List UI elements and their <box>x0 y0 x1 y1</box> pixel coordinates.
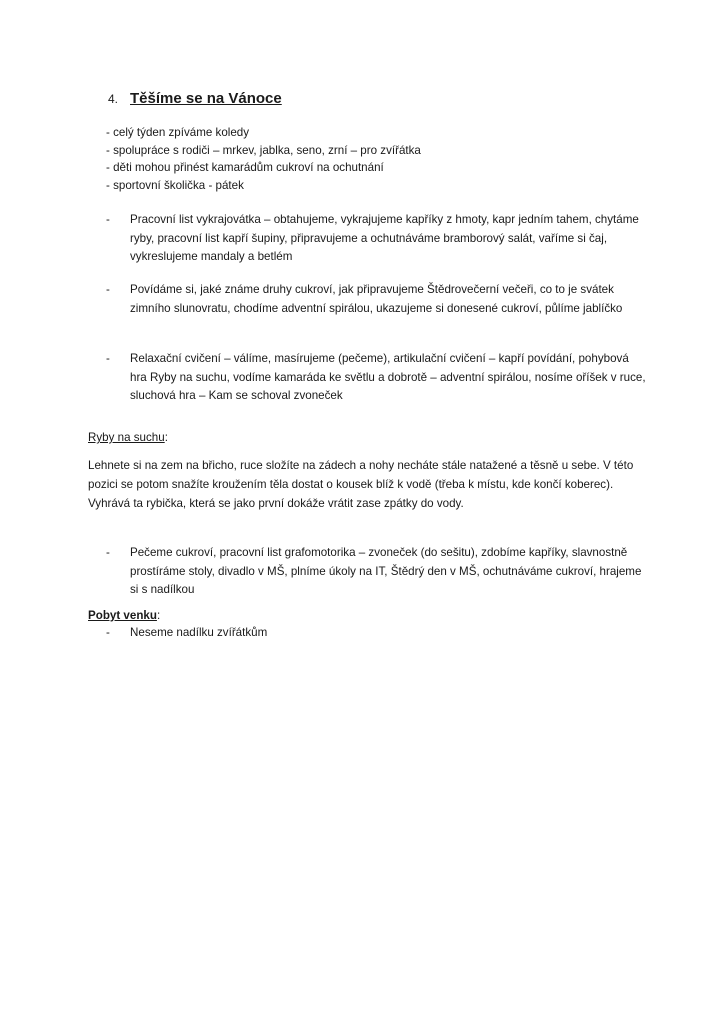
pobyt-item <box>106 624 267 641</box>
list-item: - sportovní školička - pátek <box>106 178 244 192</box>
activity-text: Povídáme si, jaké známe druhy cukroví, jak připravujeme Štědrovečerní večeři, co to je svátek zimního slunovratu, chodíme adventní spirálou, ukazujeme si donesené cukroví, půlíme jablíčko <box>130 283 623 315</box>
dash-marker: - <box>106 283 110 296</box>
list-item: - celý týden zpíváme koledy <box>106 126 250 139</box>
activity-item <box>106 544 646 600</box>
pobyt-colon: : <box>156 609 161 622</box>
activity-item <box>106 281 646 318</box>
ryby-heading <box>88 429 168 446</box>
activity-item <box>106 350 646 406</box>
dash-marker: - <box>106 546 110 559</box>
dash-marker: - <box>106 626 110 639</box>
list-item: - děti mohou přinést kamarádům cukroví na ochutnání <box>106 161 384 174</box>
list-item: - spolupráce s rodiči – mrkev, jablka, seno, zrní – pro zvířátka <box>106 143 421 157</box>
pobyt-heading <box>88 607 160 624</box>
dash-marker: - <box>106 213 110 226</box>
ryby-paragraph: Lehnete si na zem na břicho, ruce složíte na zádech a nohy necháte stále natažené a těsně u sebe. V této pozici se potom snažíte kroužením těla dostat o kousek blíž k vodě (třeba k místu, kde končí koberec). Vyhrává ta rybička, která se jako první dokáže vrátit zase zpátky do vody. <box>88 459 634 510</box>
dash-marker: - <box>106 352 110 365</box>
ryby-title: Ryby na suchu <box>88 431 165 444</box>
section-heading <box>108 90 282 107</box>
section-title: Těšíme se na Vánoce <box>130 90 282 107</box>
activity-item <box>106 211 646 267</box>
pobyt-title: Pobyt venku <box>88 609 157 622</box>
activity-text: Pečeme cukroví, pracovní list grafomotorika – zvoneček (do sešitu), zdobíme kapříky, slavnostně prostíráme stoly, divadlo v MŠ, plníme úkoly na IT, Štědrý den v MŠ, ochutnáváme cukroví, hrajeme si s nadílkou <box>130 546 642 596</box>
pobyt-item-text: Neseme nadílku zvířátkům <box>130 626 268 639</box>
activity-text: Relaxační cvičení – válíme, masírujeme (pečeme), artikulační cvičení – kapří povídání, pohybová hra Ryby na suchu, vodíme kamaráda ke světlu a dobrotě – adventní spirálou, nosíme oříšek v ruce, sluchová hra – Kam se schoval zvoneček <box>130 352 646 402</box>
section-number: 4. <box>108 92 119 106</box>
intro-list <box>106 124 421 194</box>
ryby-colon: : <box>164 431 168 444</box>
activity-text: Pracovní list vykrajovátka – obtahujeme, vykrajujeme kapříky z hmoty, kapr jedním tahem, chytáme ryby, pracovní list kapří šupiny, připravujeme a ochutnáváme bramborový salát, vaříme si čaj, vykreslujeme mandaly a betlém <box>130 213 639 263</box>
